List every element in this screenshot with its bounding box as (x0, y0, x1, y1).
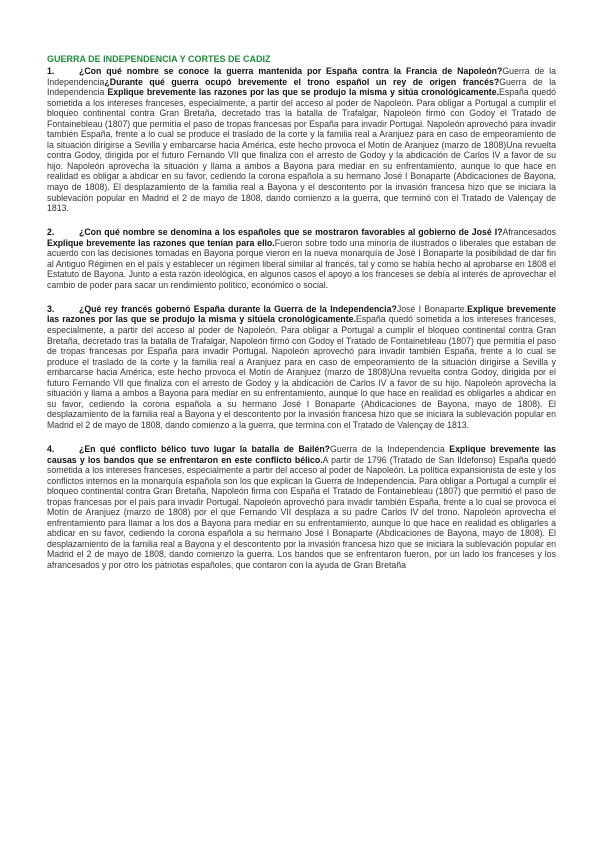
question-text: Explique brevemente las razones que tenían para ello. (47, 237, 275, 248)
question-text: ¿Durante qué guerra ocupó brevemente el trono español un rey de origen francés? (104, 76, 500, 87)
question-number: 1. (47, 66, 55, 76)
answer-text: Guerra de la Independencia (330, 444, 450, 454)
question-number: 4. (47, 444, 55, 454)
question-text: Explique brevemente las razones por las que se produjo la misma y sitúela cronológicamente. (47, 303, 556, 325)
answer-text: España quedó sometida a los intereses franceses, especialmente, a partir del acceso al poder de Napoleón. Para obligar a Portugal a cumplir el bloqueo continental contra Gran Bretaña, decretado tras la batalla de Trafalgar, Napoleón firmó con Godoy el Tratado de Fontainebleau (1807) que permitía el paso de tropas francesas por España para invadir Portugal. Napoleón aprovechó para invadir también España, frente a lo cual se produce el traslado de la corte y la familia real a Aranjuez para en caso de empeoramiento de la situación dirigirse a Sevilla y embarcarse hacia América, este hecho provoca el Motín de Aranjuez (marzo de 1808)Una revuelta contra Godoy, dirigida por el futuro Fernando VII que finaliza con el arresto de Godoy y la abdicación de Carlos IV a favor de su hijo. Napoleón aprovecha la situación y llama a ambos a Bayona para mediar en su enfrentamiento, aunque lo que hace en realidad es obligarles a abdicar en su favor, cediendo la corona española a su hermano José I Bonaparte (Abdicaciones de Bayona, mayo de 1808). El desplazamiento de la familia real a Bayona y el descontento por la invasión francesa hizo que se iniciara la sublevación popular en Madrid el 2 de mayo de 1808, dando comienzo a la guerra, que termina con el Tratado de Valençay de 1813. (47, 314, 556, 430)
question-text: Explique brevemente las razones por las que se produjo la misma y sitúa cronológicamente. (107, 87, 499, 98)
question-block-4 (47, 444, 556, 571)
question-block-3 (47, 304, 556, 431)
question-text: ¿En qué conflicto bélico tuvo lugar la batalla de Bailén? (79, 444, 331, 454)
answer-text: España quedó sometida a los intereses franceses, especialmente, a partir del acceso al poder de Napoleón. Para obligar a Portugal a cumplir el bloqueo continental contra Gran Bretaña, decretado tras la batalla de Trafalgar, Napoleón firmó con Godoy el Tratado de Fontainebleau (1807) que permitía el paso de tropas francesas por España para invadir Portugal. Napoleón aprovechó para invadir también España, frente a lo cual se produce el traslado de la corte y la familia real a Aranjuez para en caso de empeoramiento de la situación dirigirse a Sevilla y embarcarse hacia América, este hecho provoca el Motín de Aranjuez (marzo de 1808)Una revuelta contra Godoy, dirigida por el futuro Fernando VII que finaliza con el arresto de Godoy y la abdicación de Carlos IV a favor de su hijo. Napoleón aprovecha la situación y llama a ambos a Bayona para mediar en su enfrentamiento, aunque lo que hace en realidad es obligar a abdicar en su favor, cediendo la corona española a su hermano José I Bonaparte (Abdicaciones de Bayona, mayo de 1808). El desplazamiento de la familia real a Bayona y el descontento por la invasión francesa hizo que se iniciara la sublevación popular en Madrid el 2 de mayo de 1808, dando comienzo a la guerra, que terminó con el Tratado de Valençay de 1813. (47, 87, 556, 214)
question-text: ¿Con qué nombre se conoce la guerra mantenida por España contra la Francia de Napoleón? (79, 66, 503, 76)
answer-text: José I Bonaparte. (396, 303, 468, 314)
document-title: GUERRA DE INDEPENDENCIA Y CORTES DE CADIZ (47, 54, 271, 64)
answer-text: Guerra de la Independencia (47, 76, 557, 98)
answer-text: Afrancesados (502, 227, 556, 238)
question-text: ¿Con qué nombre se denomina a los españoles que se mostraron favorables al gobierno de José I? (79, 227, 503, 238)
question-number: 3. (47, 303, 55, 314)
document-page (47, 54, 556, 584)
answer-text: A partir de 1796 (Tratado de San Ildefonso) España quedó sometida a los intereses franceses, especialmente a partir del acceso al poder de Napoleón. La política expansionista de este y los conflictos internos en la monarquía española son los que explican la Guerra de Independencia. Para obligar a Portugal a cumplir el bloqueo continental contra Gran Bretaña, Napoleón firma con España el Tratado de Fontainebleau (1807) que permitió el paso de tropas francesas por el país para invadir Portugal. Napoleón aprovechó para invadir también España, frente a lo cual se provoca el Motín de Aranjuez (marzo de 1808) por el que Fernando VII desplaza a su padre Carlos IV del trono. Napoleón aprovecha el enfrentamiento para llamar a los dos a Bayona para mediar en su enfrentamiento, aunque lo que hace en realidad es obligarles a abdicar en su favor, cediendo la corona española a su hermano José I Bonaparte (Abdicaciones de Bayona, mayo de 1808). El desplazamiento de la familia real a Bayona y el descontento por la invasión francesa hizo que se iniciara la sublevación popular en Madrid el 2 de mayo de 1808, dando comienzo la guerra. Los bandos que se enfrentaron fueron, por un lado los franceses y los afrancesados y por otro los patriotas españoles, que contaron con la ayuda de Gran Bretaña (47, 454, 556, 571)
answer-text: Fueron sobre todo una minoría de ilustrados o liberales que estaban de acuerdo con las decisiones tomadas en Bayona porque vieron en la nueva monarquía de José I Bonaparte la posibilidad de dar fin al Antiguo Régimen en el país y establecer un régimen liberal similar al francés, tal y como se había hecho al aprobarse en 1808 el Estatuto de Bayona. Junto a esta razón ideológica, en algunos casos el apoyo a los franceses se debía al interés de aprovechar el cambio de poder para sacar un rendimiento político, económico o social. (47, 237, 557, 290)
answer-text: Guerra de la Independencia (47, 66, 556, 87)
question-text: Explique brevemente las causas y los bandos que se enfrentaron en este conflicto bélico. (47, 444, 556, 465)
question-block-2 (47, 227, 556, 290)
question-number: 2. (47, 227, 55, 238)
question-text: ¿Qué rey francés gobernó España durante la Guerra de la Independencia? (79, 303, 397, 314)
question-block-1 (47, 66, 556, 214)
